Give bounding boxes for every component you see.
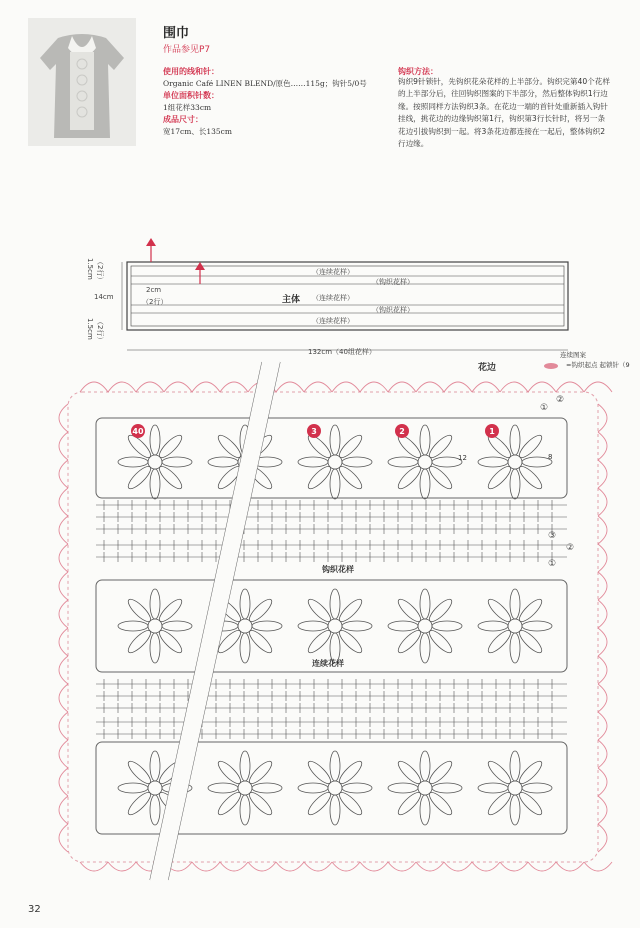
petal bbox=[305, 627, 333, 655]
edge-scallop-bottom bbox=[192, 862, 220, 871]
edge-scallop-right bbox=[598, 796, 607, 824]
row-hook-top: （钩织花样） bbox=[372, 278, 414, 286]
legend-start-icon bbox=[544, 363, 558, 369]
flower-center bbox=[328, 781, 342, 795]
edge-scallop-right bbox=[598, 824, 607, 852]
edge-scallop-top bbox=[528, 382, 556, 392]
edge-scallop-left bbox=[59, 656, 68, 684]
petal bbox=[420, 795, 430, 825]
edge-scallop-right bbox=[598, 656, 607, 684]
petal bbox=[395, 463, 423, 491]
legend-start: =钩织起点 起锁针（9 bbox=[566, 361, 630, 369]
edge-scallop-left bbox=[59, 628, 68, 656]
num-12: 12 bbox=[458, 454, 467, 462]
petal bbox=[342, 457, 372, 467]
petal bbox=[305, 789, 333, 817]
length-label: 132cm（40组花样） bbox=[308, 348, 376, 356]
petal bbox=[395, 789, 423, 817]
flower-motif bbox=[478, 589, 552, 663]
edge-scallop-left bbox=[59, 712, 68, 740]
flower-motif bbox=[118, 425, 192, 499]
petal bbox=[125, 596, 153, 624]
petal bbox=[485, 758, 513, 786]
flower-motif bbox=[388, 589, 462, 663]
page-number: 32 bbox=[28, 904, 41, 915]
petal bbox=[516, 432, 544, 460]
edge-scallop-top bbox=[276, 382, 304, 392]
flower-center bbox=[328, 619, 342, 633]
edge-scallop-bottom bbox=[304, 862, 332, 871]
edge-scallop-bottom bbox=[360, 862, 388, 871]
petal bbox=[432, 783, 462, 793]
motif-number: 1 bbox=[489, 427, 495, 436]
flower-center bbox=[328, 455, 342, 469]
petal bbox=[215, 789, 243, 817]
petal bbox=[330, 795, 340, 825]
petal bbox=[162, 621, 192, 631]
edge-scallop-top bbox=[108, 382, 136, 392]
edge-scallop-top bbox=[472, 382, 500, 392]
petal bbox=[246, 627, 274, 655]
edge-scallop-left bbox=[59, 600, 68, 628]
edge-scallop-right bbox=[598, 572, 607, 600]
edge-scallop-right bbox=[598, 460, 607, 488]
petal bbox=[420, 633, 430, 663]
petal bbox=[395, 627, 423, 655]
petal bbox=[510, 751, 520, 781]
dim-bottom: 1.5cm bbox=[86, 318, 94, 340]
petal bbox=[510, 633, 520, 663]
petal bbox=[240, 795, 250, 825]
edge-scallop-bottom bbox=[472, 862, 500, 871]
flower-motif bbox=[478, 751, 552, 825]
edge-scallop-right bbox=[598, 740, 607, 768]
legend-connect: 连续图案 bbox=[560, 351, 586, 359]
edge-scallop-top bbox=[388, 382, 416, 392]
flower-motif bbox=[208, 751, 282, 825]
edge-label: 花边 bbox=[478, 363, 497, 373]
edge-scallop-right bbox=[598, 488, 607, 516]
petal bbox=[156, 627, 184, 655]
petal bbox=[125, 463, 153, 491]
row-connect-mid: （连续花样） bbox=[312, 294, 354, 302]
row-mark: ② bbox=[566, 543, 575, 553]
edge-scallop-right bbox=[598, 628, 607, 656]
petal bbox=[305, 596, 333, 624]
size-heading: 成品尺寸： bbox=[163, 115, 203, 124]
flower-motif bbox=[298, 425, 372, 499]
petal bbox=[240, 751, 250, 781]
petal bbox=[336, 627, 364, 655]
edge-scallop-left bbox=[59, 488, 68, 516]
petal bbox=[252, 783, 282, 793]
flower-center bbox=[418, 455, 432, 469]
petal bbox=[395, 596, 423, 624]
edge-scallop-top bbox=[556, 382, 584, 392]
petal bbox=[516, 789, 544, 817]
petal bbox=[522, 783, 552, 793]
edge-scallop-bottom bbox=[276, 862, 304, 871]
flower-center bbox=[238, 619, 252, 633]
petal bbox=[510, 589, 520, 619]
petal bbox=[485, 627, 513, 655]
motif-number: 3 bbox=[311, 427, 317, 436]
flower-center bbox=[508, 619, 522, 633]
petal bbox=[485, 596, 513, 624]
dim-middle: 14cm bbox=[94, 293, 114, 301]
row-connect-top: （连续花样） bbox=[312, 268, 354, 276]
row-hook-bottom: （钩织花样） bbox=[372, 306, 414, 314]
edge-scallop-left bbox=[59, 684, 68, 712]
edge-scallop-top bbox=[80, 382, 108, 392]
edge-scallop-left bbox=[59, 768, 68, 796]
petal bbox=[330, 469, 340, 499]
petal bbox=[336, 596, 364, 624]
petal bbox=[330, 589, 340, 619]
edge-scallop-right bbox=[598, 516, 607, 544]
petal bbox=[420, 589, 430, 619]
dim-top-rows: （2行） bbox=[96, 258, 104, 284]
petal bbox=[342, 783, 372, 793]
petal bbox=[305, 758, 333, 786]
petal bbox=[330, 425, 340, 455]
edge-scallop-left bbox=[59, 432, 68, 460]
petal bbox=[298, 783, 328, 793]
edge-scallop-bottom bbox=[500, 862, 528, 871]
petal bbox=[426, 789, 454, 817]
edge-scallop-top bbox=[360, 382, 388, 392]
size-line: 宽17cm、长135cm bbox=[163, 127, 232, 136]
dim-2cm: 2cm bbox=[146, 286, 162, 294]
petal bbox=[516, 463, 544, 491]
edge-scallop-top bbox=[164, 382, 192, 392]
edge-scallop-top bbox=[192, 382, 220, 392]
petal bbox=[516, 596, 544, 624]
row-mark: ① bbox=[548, 559, 557, 569]
edge-scallop-right bbox=[598, 544, 607, 572]
edge-scallop-right bbox=[598, 768, 607, 796]
petal bbox=[150, 469, 160, 499]
edge-scallop-bottom bbox=[556, 862, 584, 871]
flower-center bbox=[508, 781, 522, 795]
flower-motif bbox=[388, 751, 462, 825]
petal bbox=[156, 463, 184, 491]
edge-scallop-bottom bbox=[584, 862, 612, 871]
yarn-line: Organic Café LINEN BLEND/原色……115g；钩针5/0号 bbox=[163, 79, 367, 88]
flower-motif bbox=[298, 751, 372, 825]
body-label: 主体 bbox=[282, 295, 301, 305]
edge-scallop-right bbox=[598, 404, 607, 432]
petal bbox=[118, 457, 148, 467]
edge-scallop-left bbox=[59, 460, 68, 488]
flower-center bbox=[418, 619, 432, 633]
petal bbox=[150, 751, 160, 781]
petal bbox=[330, 751, 340, 781]
petal bbox=[420, 751, 430, 781]
flower-center bbox=[148, 781, 162, 795]
petal bbox=[298, 621, 328, 631]
petal bbox=[156, 596, 184, 624]
petal bbox=[336, 432, 364, 460]
edge-scallop-bottom bbox=[248, 862, 276, 871]
flower-center bbox=[508, 455, 522, 469]
row-mark: ① bbox=[540, 403, 549, 413]
petal bbox=[336, 463, 364, 491]
petal bbox=[125, 758, 153, 786]
petal bbox=[516, 758, 544, 786]
petal bbox=[246, 596, 274, 624]
edge-scallop-left bbox=[59, 516, 68, 544]
petal bbox=[298, 457, 328, 467]
petal bbox=[150, 589, 160, 619]
edge-scallop-top bbox=[304, 382, 332, 392]
edge-scallop-left bbox=[59, 796, 68, 824]
edge-scallop-left bbox=[59, 824, 68, 852]
petal bbox=[246, 789, 274, 817]
flower-center bbox=[238, 781, 252, 795]
petal bbox=[522, 621, 552, 631]
edge-scallop-top bbox=[584, 382, 612, 392]
petal bbox=[426, 432, 454, 460]
motif-number: 2 bbox=[399, 427, 405, 436]
yarn-heading: 使用的线和针： bbox=[163, 67, 219, 76]
petal bbox=[305, 463, 333, 491]
petal bbox=[162, 457, 192, 467]
petal bbox=[510, 795, 520, 825]
petal bbox=[118, 783, 148, 793]
petal bbox=[420, 425, 430, 455]
dim-2rows: （2行） bbox=[142, 298, 168, 306]
edge-scallop-top bbox=[332, 382, 360, 392]
petal bbox=[150, 633, 160, 663]
row-mark: ② bbox=[556, 395, 565, 405]
petal bbox=[150, 425, 160, 455]
petal bbox=[426, 627, 454, 655]
edge-scallop-right bbox=[598, 712, 607, 740]
edge-scallop-left bbox=[59, 404, 68, 432]
edge-scallop-bottom bbox=[108, 862, 136, 871]
edge-scallop-bottom bbox=[332, 862, 360, 871]
edge-scallop-top bbox=[444, 382, 472, 392]
petal bbox=[240, 633, 250, 663]
edge-scallop-right bbox=[598, 684, 607, 712]
petal bbox=[150, 795, 160, 825]
petal bbox=[426, 758, 454, 786]
flower-motif bbox=[118, 589, 192, 663]
petal bbox=[395, 758, 423, 786]
edge-scallop-left bbox=[59, 740, 68, 768]
petal bbox=[215, 432, 243, 460]
petal bbox=[246, 758, 274, 786]
petal bbox=[156, 432, 184, 460]
label-connect: 连续花样 bbox=[312, 659, 344, 668]
petal bbox=[432, 621, 462, 631]
petal bbox=[336, 789, 364, 817]
work-reference: 作品参见P7 bbox=[163, 45, 211, 55]
motif-number: 40 bbox=[132, 427, 144, 436]
gauge-heading: 单位面积针数： bbox=[163, 91, 219, 100]
flower-center bbox=[418, 781, 432, 795]
edge-scallop-left bbox=[59, 572, 68, 600]
edge-scallop-right bbox=[598, 432, 607, 460]
petal bbox=[208, 783, 238, 793]
petal bbox=[426, 596, 454, 624]
edge-scallop-bottom bbox=[388, 862, 416, 871]
petal bbox=[426, 463, 454, 491]
edge-scallop-right bbox=[598, 600, 607, 628]
petal bbox=[208, 457, 238, 467]
row-connect-bottom: （连续花样） bbox=[312, 317, 354, 325]
petal bbox=[420, 469, 430, 499]
petal bbox=[485, 463, 513, 491]
edge-scallop-bottom bbox=[220, 862, 248, 871]
page-title: 围巾 bbox=[163, 26, 190, 41]
flower-center bbox=[148, 455, 162, 469]
edge-scallop-top bbox=[220, 382, 248, 392]
petal bbox=[478, 621, 508, 631]
petal bbox=[478, 457, 508, 467]
dim-bottom-rows: （2行） bbox=[96, 318, 104, 344]
edge-scallop-top bbox=[500, 382, 528, 392]
edge-scallop-bottom bbox=[528, 862, 556, 871]
petal bbox=[125, 789, 153, 817]
petal bbox=[388, 621, 418, 631]
edge-scallop-bottom bbox=[416, 862, 444, 871]
petal bbox=[478, 783, 508, 793]
method-heading: 钩织方法： bbox=[398, 67, 438, 76]
edge-scallop-top bbox=[136, 382, 164, 392]
petal bbox=[510, 425, 520, 455]
flower-motif bbox=[298, 589, 372, 663]
petal bbox=[510, 469, 520, 499]
petal bbox=[215, 758, 243, 786]
gauge-line: 1组花样33cm bbox=[163, 103, 212, 112]
row-mark: ③ bbox=[548, 531, 557, 541]
method-text: 钩织9针锁针，先钩织花朵花样的上半部分。钩织完第40个花样的上半部分后，往回钩织图案的下半部分，然后整体钩织1行边缘。按照同样方法钩织3条。在花边一端的首针处重新插入钩针挂线，挑花边的边缘钩织第1行，钩织第3行长针时，将另一条花边引拔钩织到一起。将3条花边都连接在一起后，整体钩织2行边缘。 bbox=[398, 77, 610, 149]
petal bbox=[388, 783, 418, 793]
label-hook: 钩织花样 bbox=[322, 565, 354, 574]
dim-top: 1.5cm bbox=[86, 258, 94, 280]
petal bbox=[342, 621, 372, 631]
num-8: 8 bbox=[548, 453, 553, 461]
edge-scallop-bottom bbox=[444, 862, 472, 871]
petal bbox=[516, 627, 544, 655]
petal bbox=[305, 432, 333, 460]
petal bbox=[336, 758, 364, 786]
petal bbox=[485, 789, 513, 817]
petal bbox=[252, 621, 282, 631]
edge-scallop-bottom bbox=[80, 862, 108, 871]
edge-scallop-top bbox=[416, 382, 444, 392]
petal bbox=[240, 589, 250, 619]
edge-scallop-left bbox=[59, 544, 68, 572]
petal bbox=[125, 627, 153, 655]
flower-center bbox=[148, 619, 162, 633]
petal bbox=[118, 621, 148, 631]
petal bbox=[388, 457, 418, 467]
